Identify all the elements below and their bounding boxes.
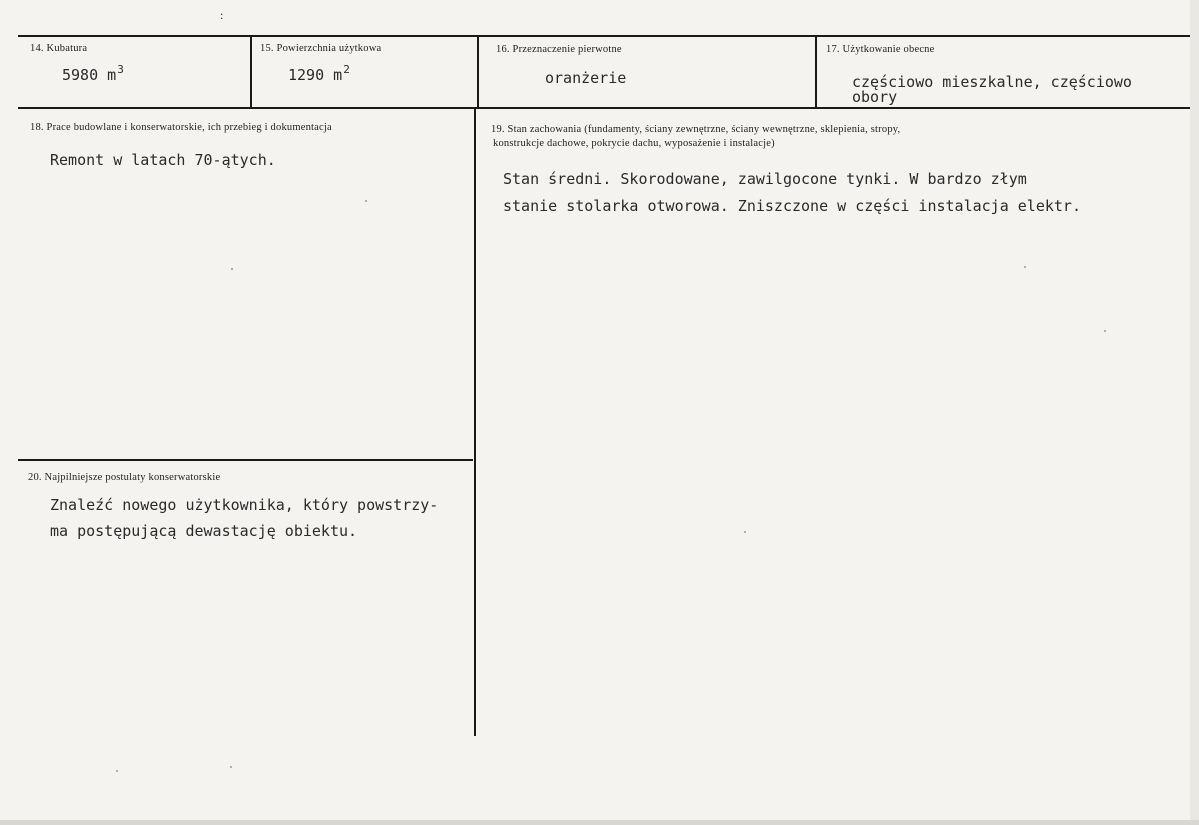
field14-number: 5980 m [62,66,117,84]
field18-value: Remont w latach 70-ątych. [50,151,276,169]
field17-value-line1: częściowo mieszkalne, częściowo [852,73,1132,91]
paper-speck [1104,330,1106,332]
paper-speck [116,770,118,772]
field20-label: 20. Najpilniejsze postulaty konserwatorskie [28,472,221,483]
field19-label-line1: 19. Stan zachowania (fundamenty, ściany zewnętrzne, ściany wewnętrzne, sklepienia, stropy, [491,124,901,135]
paper-speck [1024,266,1026,268]
scan-right-edge [1190,0,1199,825]
field19-value-line1: Stan średni. Skorodowane, zawilgocone tynki. W bardzo złym [503,170,1027,188]
divider-15-16 [477,37,479,108]
scan-bottom-edge [0,820,1199,825]
paper-speck [230,766,232,768]
paper-speck [744,531,746,533]
paper-speck [365,200,367,202]
field16-value: oranżerie [545,69,627,87]
field14-value [62,63,124,84]
field15-exponent: 2 [343,63,350,76]
main-column-divider [474,108,476,736]
field20-top-rule [18,459,473,461]
field15-value [288,63,350,84]
field16-label: 16. Przeznaczenie pierwotne [496,44,622,55]
field15-number: 1290 m [288,66,343,84]
field15-label: 15. Powierzchnia użytkowa [260,43,382,54]
field18-label: 18. Prace budowlane i konserwatorskie, ich przebieg i dokumentacja [30,122,332,133]
top-rule [18,35,1190,37]
row1-bottom-rule [18,107,1190,109]
field19-label-line2: konstrukcje dachowe, pokrycie dachu, wyposażenie i instalacje) [493,138,775,149]
top-fragment: : [220,8,224,22]
divider-14-15 [250,37,252,108]
field14-label: 14. Kubatura [30,43,88,54]
field19-value-line2: stanie stolarka otworowa. Zniszczone w części instalacja elektr. [503,197,1081,215]
divider-16-17 [815,37,817,108]
field20-value-line2: ma postępującą dewastację obiektu. [50,522,358,540]
field20-value-line1: Znaleźć nowego użytkownika, który powstrzy- [50,496,439,514]
field17-value-line2: obory [852,88,898,106]
paper-speck [231,268,233,270]
field17-label: 17. Użytkowanie obecne [826,44,935,55]
field14-exponent: 3 [117,63,124,76]
